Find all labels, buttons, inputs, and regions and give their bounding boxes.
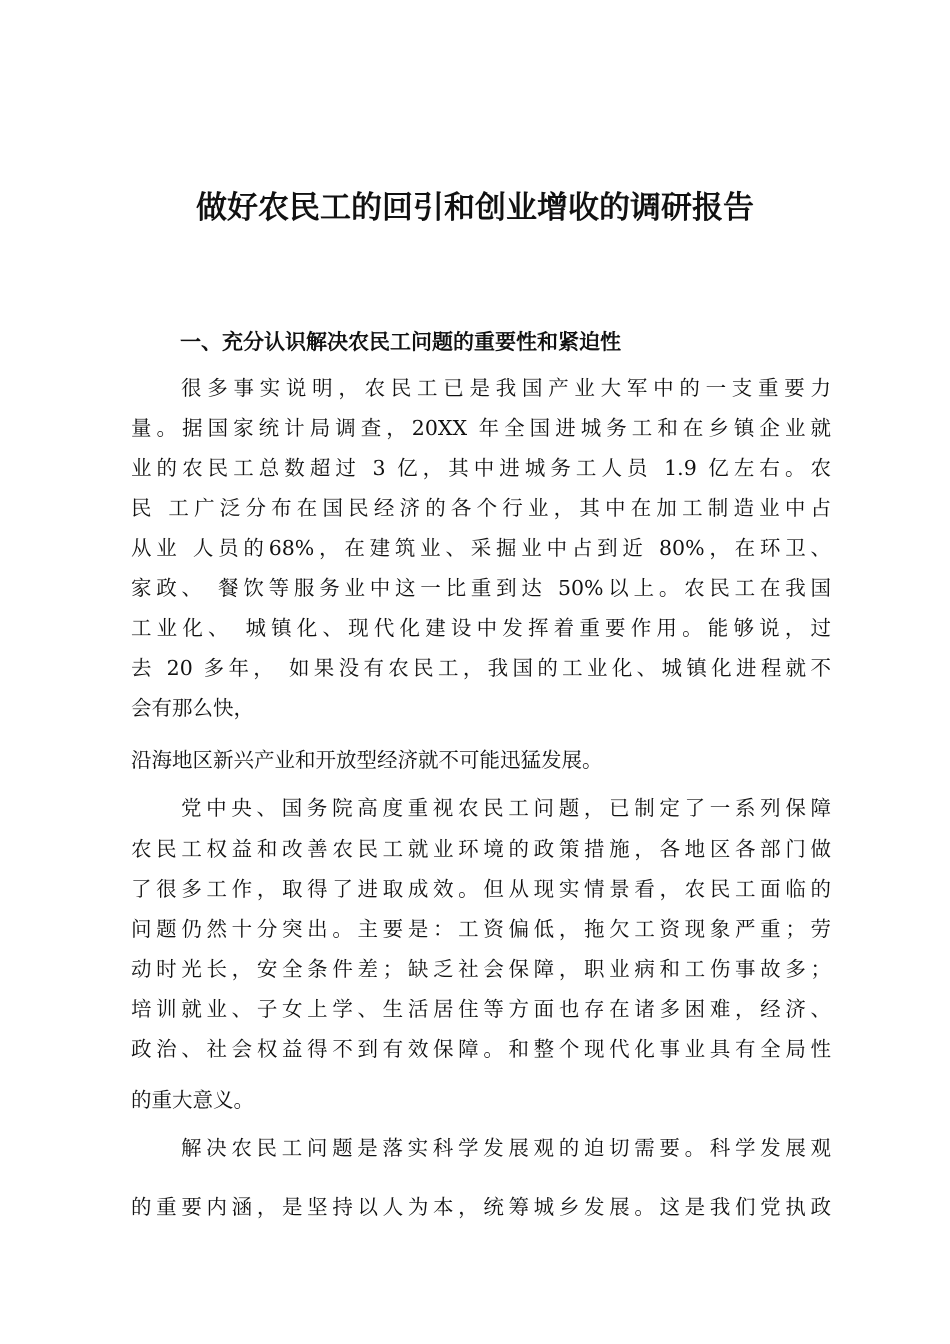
paragraph-line: 的重要内涵，是坚持以人为本，统筹城乡发展。这是我们党执政 [131,1195,831,1219]
paragraph-line: 解决农民工问题是落实科学发展观的迫切需要。科学发展观 [181,1136,831,1160]
paragraph-line: 量。据国家统计局调查，20XX 年全国进城务工和在乡镇企业就 [131,416,831,440]
paragraph-line: 业的农民工总数超过 3 亿，其中进城务工人员 1.9 亿左右。农 [131,456,831,480]
paragraph-line: 的重大意义。 [131,1088,254,1112]
paragraph-line: 培训就业、子女上学、生活居住等方面也存在诸多困难，经济、 [131,997,831,1021]
paragraph-line: 了很多工作，取得了进取成效。但从现实情景看，农民工面临的 [131,877,831,901]
section-heading: 一、充分认识解决农民工问题的重要性和紧迫性 [180,330,621,354]
paragraph-line: 动时光长，安全条件差；缺乏社会保障，职业病和工伤事故多； [131,957,831,981]
paragraph-line: 家政、 餐饮等服务业中这一比重到达 50%以上。农民工在我国 [131,576,831,600]
paragraph-line: 民 工广泛分布在国民经济的各个行业，其中在加工制造业中占 [131,496,831,520]
paragraph-line: 从业 人员的68%，在建筑业、采掘业中占到近 80%，在环卫、 [131,536,831,560]
paragraph-line: 农民工权益和改善农民工就业环境的政策措施，各地区各部门做 [131,837,831,861]
paragraph-line: 很多事实说明，农民工已是我国产业大军中的一支重要力 [181,376,831,400]
paragraph-line: 沿海地区新兴产业和开放型经济就不可能迅猛发展。 [131,748,603,772]
paragraph-line: 去 20 多年， 如果没有农民工，我国的工业化、城镇化进程就不 [131,656,831,680]
paragraph-line: 工业化、 城镇化、现代化建设中发挥着重要作用。能够说，过 [131,616,831,640]
paragraph-line: 政治、社会权益得不到有效保障。和整个现代化事业具有全局性 [131,1037,831,1061]
document-title: 做好农民工的回引和创业增收的调研报告 [196,190,754,226]
paragraph-line: 党中央、国务院高度重视农民工问题，已制定了一系列保障 [181,796,831,820]
paragraph-line: 问题仍然十分突出。主要是：工资偏低，拖欠工资现象严重；劳 [131,917,831,941]
paragraph-line: 会有那么快， [131,696,254,720]
